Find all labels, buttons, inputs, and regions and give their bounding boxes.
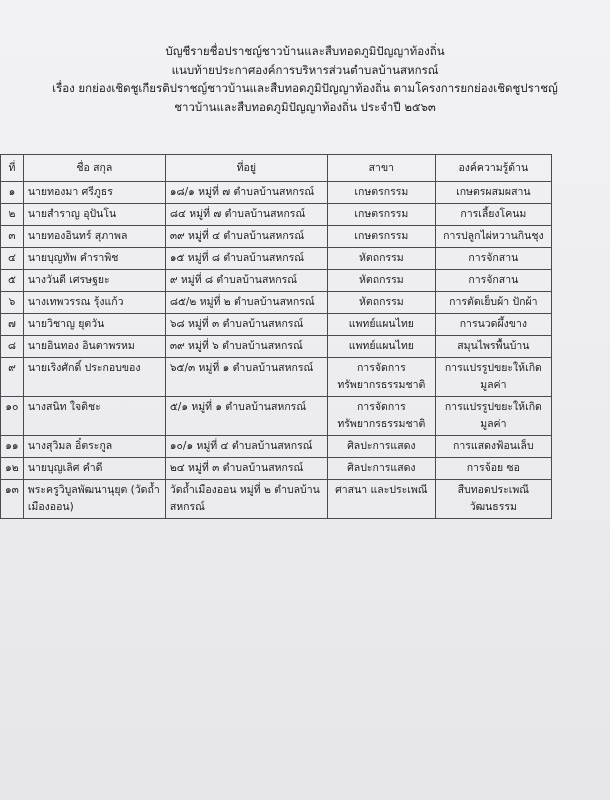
row-field: การจัดการทรัพยากรธรรมชาติ [327,358,435,397]
row-no: ๖ [1,292,24,314]
row-knowledge: การจักสาน [435,248,551,270]
row-address: วัดถ้ำเมืองออน หมู่ที่ ๒ ตำบลบ้านสหกรณ์ [165,480,327,519]
row-name: พระครูวิบูลพัฒนานุยุต (วัดถ้ำเมืองออน) [23,480,165,519]
table-header-row [1,155,552,182]
table-row [1,204,552,226]
row-field: เกษตรกรรม [327,182,435,204]
row-name: นายทองมา ศรีภูธร [23,182,165,204]
row-knowledge: การแสดงฟ้อนเล็บ [435,436,551,458]
table-row [1,292,552,314]
row-name: นายบุญเลิศ คำดี [23,458,165,480]
row-field: แพทย์แผนไทย [327,336,435,358]
row-field: ศิลปะการแสดง [327,458,435,480]
table-row [1,436,552,458]
row-address: ๖๕/๓ หมู่ที่ ๑ ตำบลบ้านสหกรณ์ [165,358,327,397]
row-address: ๓๙ หมู่ที่ ๖ ตำบลบ้านสหกรณ์ [165,336,327,358]
header-address: ที่อยู่ [165,155,327,182]
row-field: ศาสนา และประเพณี [327,480,435,519]
row-no: ๑๓ [1,480,24,519]
row-no: ๒ [1,204,24,226]
row-name: นายเริงศักดิ์ ประกอบของ [23,358,165,397]
row-address: ๓๙ หมู่ที่ ๔ ตำบลบ้านสหกรณ์ [165,226,327,248]
row-address: ๘๕/๒ หมู่ที่ ๒ ตำบลบ้านสหกรณ์ [165,292,327,314]
row-name: นางสุวิมล อิ๋ตระกูล [23,436,165,458]
row-no: ๔ [1,248,24,270]
row-knowledge: การจ้อย ซอ [435,458,551,480]
row-field: หัตถกรรม [327,248,435,270]
row-field: หัตถกรรม [327,292,435,314]
table-row [1,248,552,270]
row-name: นายทองอินทร์ สุภาพล [23,226,165,248]
header-knowledge: องค์ความรู้ด้าน [435,155,551,182]
row-address: ๑๕ หมู่ที่ ๘ ตำบลบ้านสหกรณ์ [165,248,327,270]
row-field: เกษตรกรรม [327,204,435,226]
row-field: เกษตรกรรม [327,226,435,248]
table-row [1,480,552,519]
row-address: ๕/๑ หมู่ที่ ๑ ตำบลบ้านสหกรณ์ [165,397,327,436]
row-name: นางสนิท ใจติชะ [23,397,165,436]
row-name: นายวิชาญ ยุตวัน [23,314,165,336]
wisdom-table [0,154,552,519]
row-name: นายสำราญ อุปันโน [23,204,165,226]
row-no: ๘ [1,336,24,358]
row-address: ๘๔ หมู่ที่ ๗ ตำบลบ้านสหกรณ์ [165,204,327,226]
row-knowledge: การแปรรูปขยะให้เกิดมูลค่า [435,358,551,397]
row-no: ๑๐ [1,397,24,436]
table-row [1,397,552,436]
row-field: แพทย์แผนไทย [327,314,435,336]
row-address: ๑๘/๑ หมู่ที่ ๗ ตำบลบ้านสหกรณ์ [165,182,327,204]
heading-line-3: เรื่อง ยกย่องเชิดชูเกียรติปราชญ์ชาวบ้านและสืบทอดภูมิปัญญาท้องถิ่น ตามโครงการยกย่องเชิดชูปราชญ์ [52,81,558,95]
row-name: นายบุญทัพ คำราพิช [23,248,165,270]
row-address: ๒๔ หมู่ที่ ๓ ตำบลบ้านสหกรณ์ [165,458,327,480]
row-address: ๖๘ หมู่ที่ ๓ ตำบลบ้านสหกรณ์ [165,314,327,336]
row-no: ๗ [1,314,24,336]
row-address: ๑๐/๑ หมู่ที่ ๔ ตำบลบ้านสหกรณ์ [165,436,327,458]
row-knowledge: สมุนไพรพื้นบ้าน [435,336,551,358]
row-field: ศิลปะการแสดง [327,436,435,458]
row-name: นางวันดี เศรษฐยะ [23,270,165,292]
row-knowledge: การเลี้ยงโคนม [435,204,551,226]
row-knowledge: การจักสาน [435,270,551,292]
table-row [1,226,552,248]
row-no: ๑๒ [1,458,24,480]
row-no: ๓ [1,226,24,248]
header-no: ที่ [1,155,24,182]
heading-line-4: ชาวบ้านและสืบทอดภูมิปัญญาท้องถิ่น ประจำปี ๒๕๖๓ [174,99,436,114]
row-address: ๙ หมู่ที่ ๘ ตำบลบ้านสหกรณ์ [165,270,327,292]
table-row [1,336,552,358]
row-no: ๕ [1,270,24,292]
row-no: ๑๑ [1,436,24,458]
table-row [1,358,552,397]
row-knowledge: การนวดผึ้งขาง [435,314,551,336]
table-row [1,314,552,336]
table-row [1,458,552,480]
header-name: ชื่อ สกุล [23,155,165,182]
table-row [1,270,552,292]
row-name: นางเทพวรรณ รุ้งแก้ว [23,292,165,314]
document-heading [0,42,610,116]
row-knowledge: เกษตรผสมผสาน [435,182,551,204]
heading-line-1: บัญชีรายชื่อปราชญ์ชาวบ้านและสืบทอดภูมิปัญญาท้องถิ่น [165,44,445,58]
row-knowledge: การปลูกไผ่หวานกินชุง [435,226,551,248]
heading-line-2: แนบท้ายประกาศองค์การบริหารส่วนตำบลบ้านสหกรณ์ [171,62,439,77]
table-row [1,182,552,204]
row-knowledge: สืบทอดประเพณีวัฒนธรรม [435,480,551,519]
row-name: นายอินทอง อินตาพรหม [23,336,165,358]
row-no: ๑ [1,182,24,204]
row-knowledge: การแปรรูปขยะให้เกิดมูลค่า [435,397,551,436]
row-knowledge: การตัดเย็บผ้า ปักผ้า [435,292,551,314]
row-field: หัตถกรรม [327,270,435,292]
row-no: ๙ [1,358,24,397]
row-field: การจัดการทรัพยากรธรรมชาติ [327,397,435,436]
header-field: สาขา [327,155,435,182]
